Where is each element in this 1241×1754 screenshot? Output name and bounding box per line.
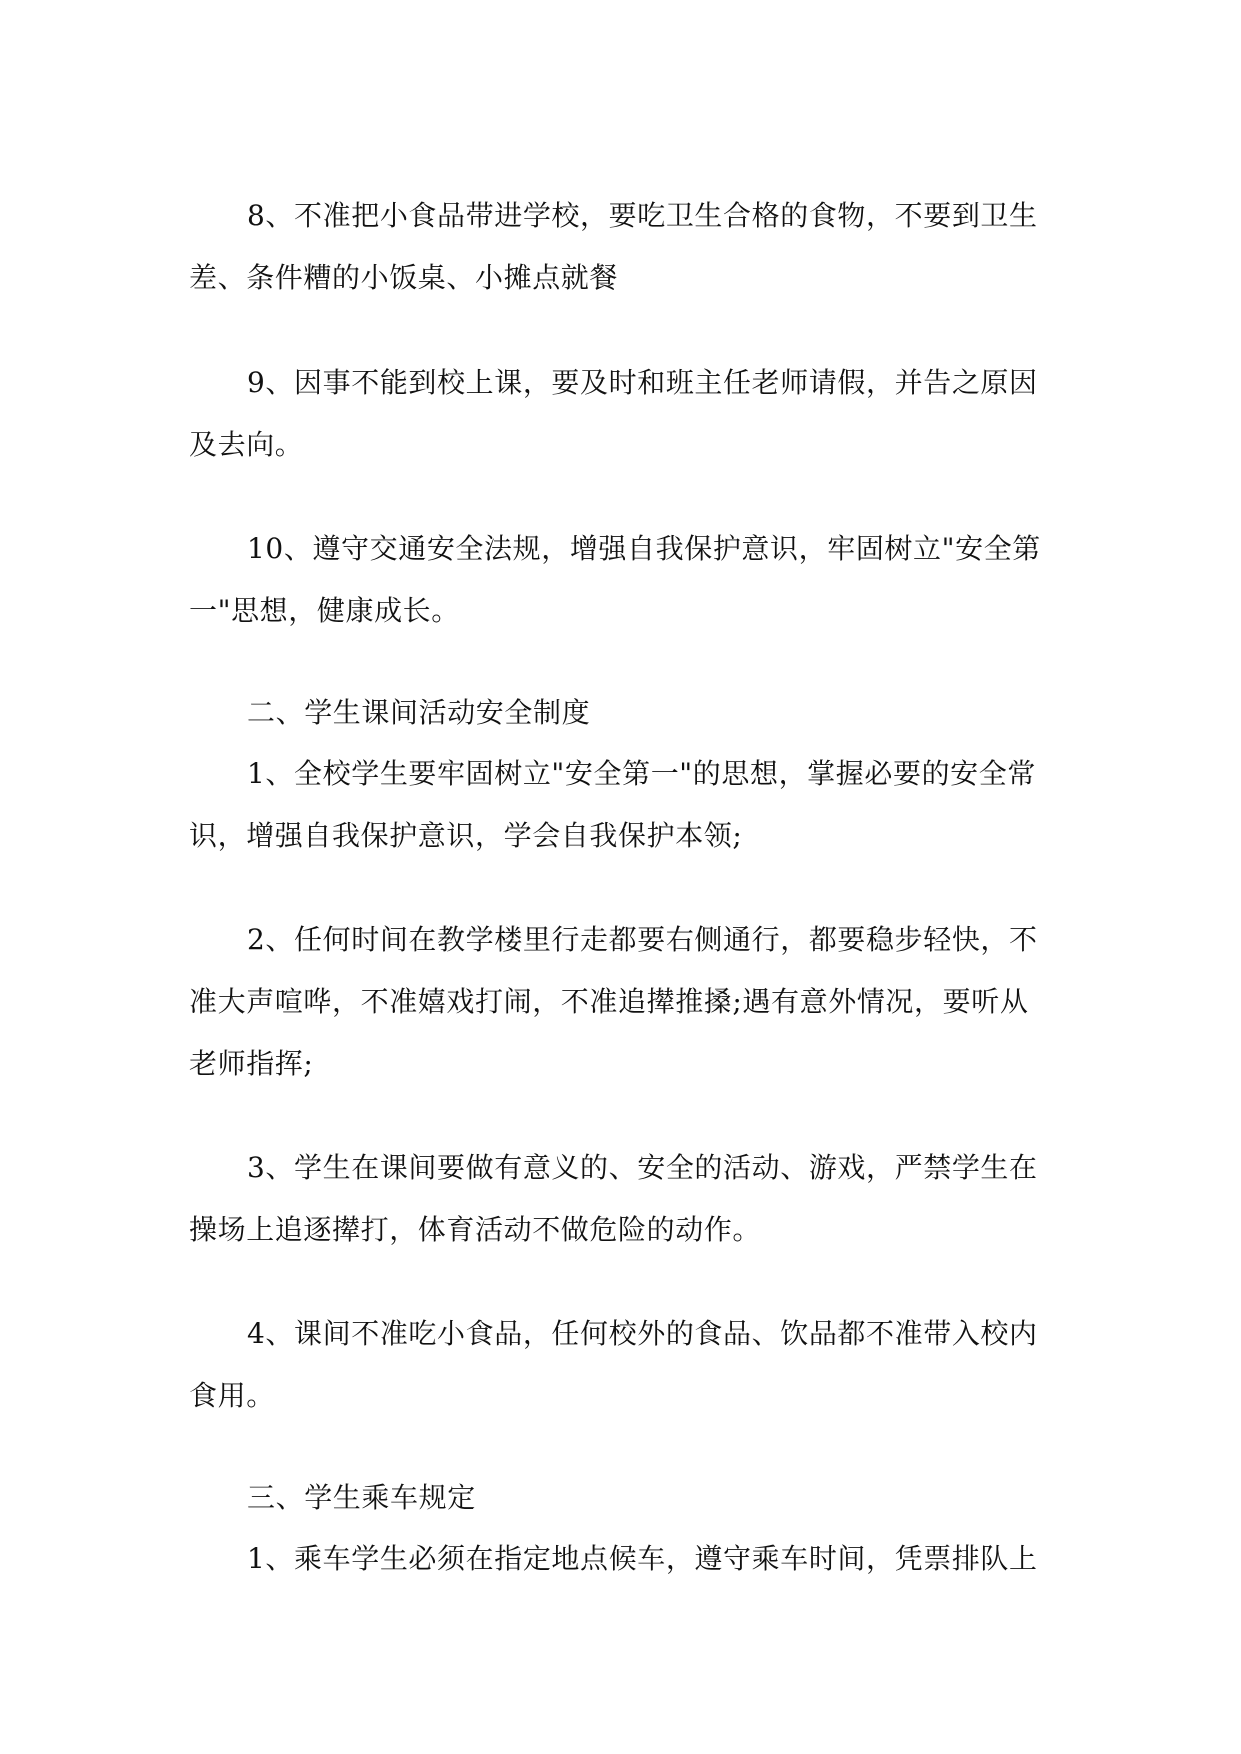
section2-item-3-line-1: 3、学生在课间要做有意义的、安全的活动、游戏，严禁学生在 — [247, 1151, 1038, 1184]
paragraph-9-line-2: 及去向。 — [189, 428, 304, 461]
section3-item-1-line-1: 1、乘车学生必须在指定地点候车，遵守乘车时间，凭票排队上 — [247, 1542, 1038, 1575]
paragraph-10-line-1: 10、遵守交通安全法规，增强自我保护意识，牢固树立"安全第 — [247, 532, 1041, 565]
section2-item-1-line-2: 识，增强自我保护意识，学会自我保护本领; — [189, 819, 743, 852]
paragraph-8-line-2: 差、条件糟的小饭桌、小摊点就餐 — [189, 261, 619, 294]
section2-item-2-line-1: 2、任何时间在教学楼里行走都要右侧通行，都要稳步轻快，不 — [247, 923, 1038, 956]
section-heading-2: 二、学生课间活动安全制度 — [247, 696, 591, 729]
section2-item-2-line-2: 准大声喧哗，不准嬉戏打闹，不准追撵推搡;遇有意外情况，要听从 — [189, 985, 1029, 1018]
paragraph-9-line-1: 9、因事不能到校上课，要及时和班主任老师请假，并告之原因 — [247, 366, 1038, 399]
section-heading-3: 三、学生乘车规定 — [247, 1481, 476, 1514]
paragraph-8-line-1: 8、不准把小食品带进学校，要吃卫生合格的食物，不要到卫生 — [247, 199, 1038, 232]
section2-item-4-line-2: 食用。 — [189, 1379, 275, 1412]
section2-item-3-line-2: 操场上追逐撵打，体育活动不做危险的动作。 — [189, 1213, 762, 1246]
section2-item-1-line-1: 1、全校学生要牢固树立"安全第一"的思想，掌握必要的安全常 — [247, 757, 1036, 790]
section2-item-2-line-3: 老师指挥; — [189, 1047, 314, 1080]
section2-item-4-line-1: 4、课间不准吃小食品，任何校外的食品、饮品都不准带入校内 — [247, 1317, 1038, 1350]
paragraph-10-line-2: 一"思想，健康成长。 — [189, 594, 460, 627]
